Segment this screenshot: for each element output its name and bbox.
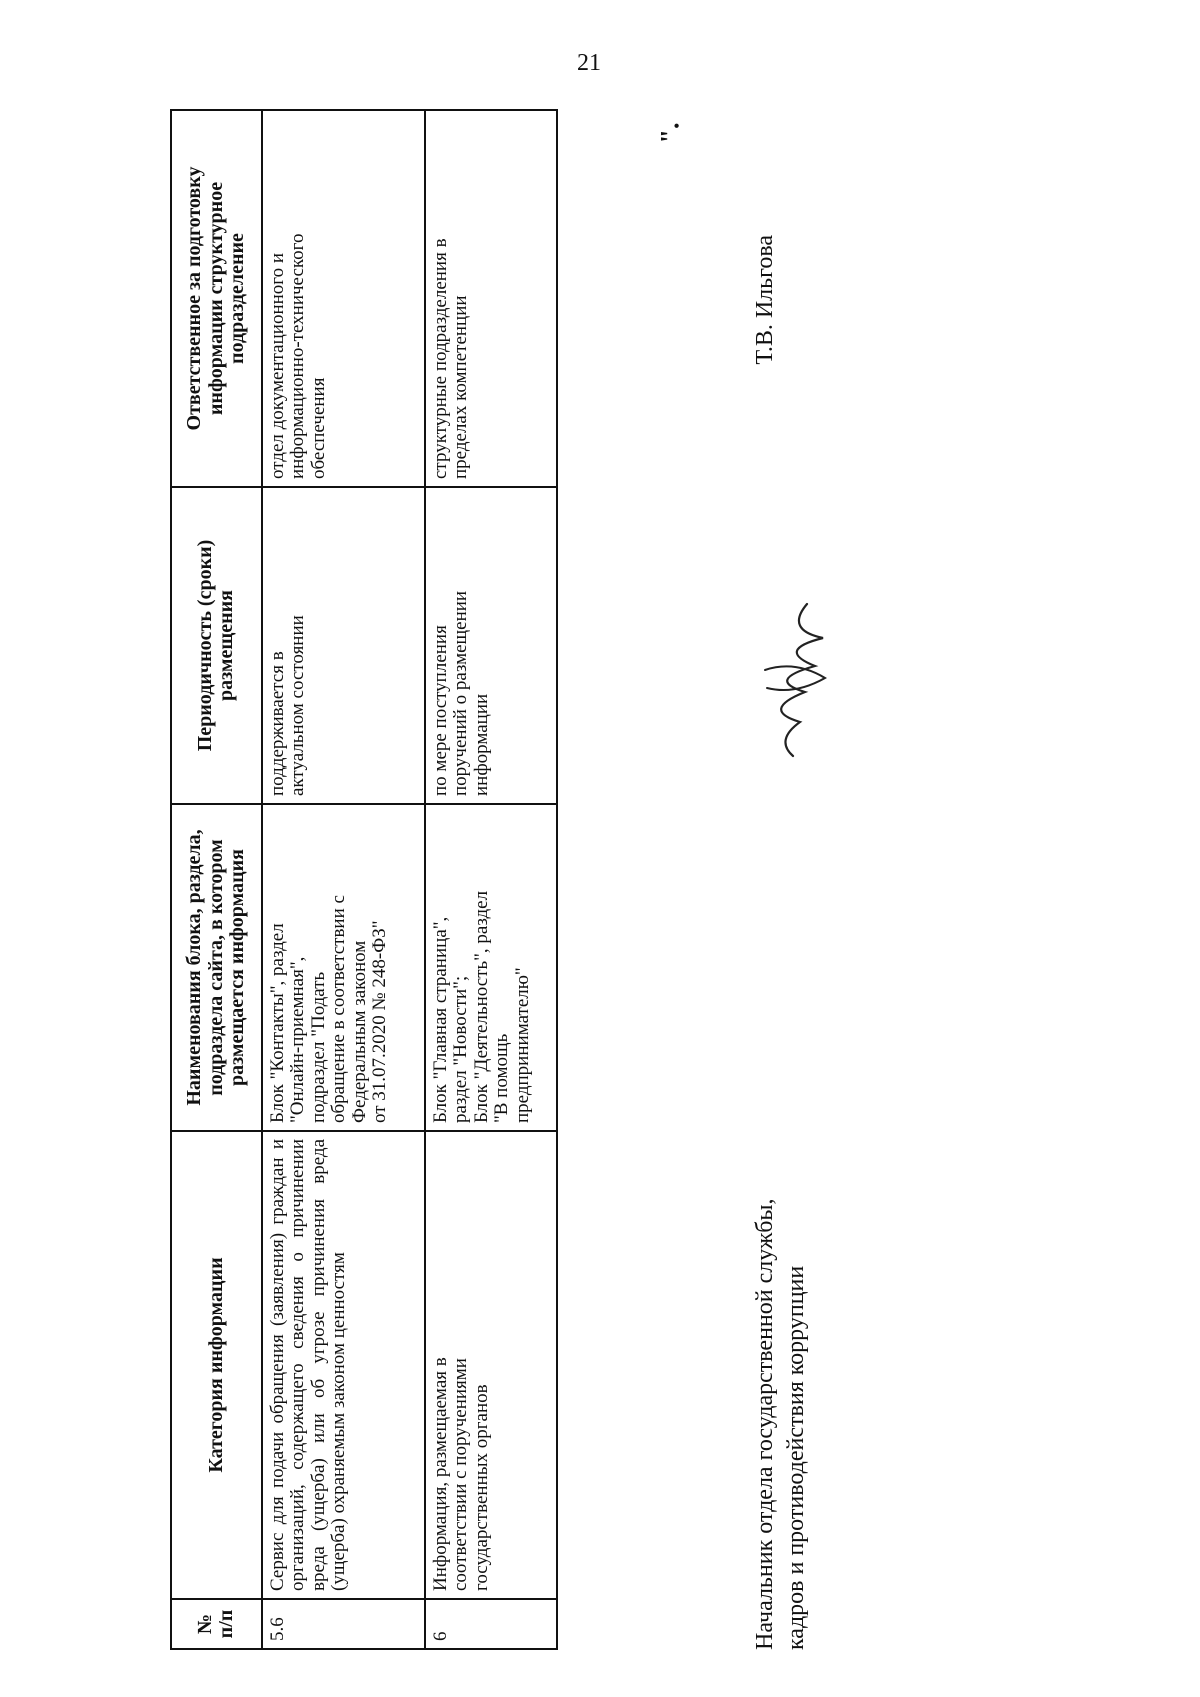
row-section: Блок "Главная страница", раздел "Новости"; Блок "Деятельность", раздел "В помощь предпринимателю" <box>425 804 557 1131</box>
signer-position: Начальник отдела государственной службы, кадров и противодействия коррупции <box>752 1198 810 1650</box>
footer-wrapper <box>750 110 890 1650</box>
table-row <box>425 110 557 1649</box>
row-section: Блок "Контакты", раздел "Онлайн-приемная", подраздел "Подать обращение в соответствии с Федеральным законом от 31.07.2020 № 248-ФЗ" <box>262 804 425 1131</box>
row-responsible: отдел документационного и информационно-технического обеспечения <box>262 110 425 487</box>
header-category: Категория информации <box>171 1131 262 1599</box>
row-category: Информация, размещаемая в соответствии с поручениями государственных органов <box>425 1131 557 1599</box>
row-category: Сервис для подачи обращения (заявления) граждан и организаций, содержащего сведения о причинении вреда (ущерба) или об угрозе причинения вреда (ущерба) охраняемым законом ценностям <box>262 1131 425 1599</box>
row-number: 5.6 <box>262 1599 425 1649</box>
rotated-table-container <box>170 110 690 1650</box>
closing-quote-mark: ". <box>655 122 685 144</box>
page-number: 21 <box>577 50 601 76</box>
row-responsible: структурные подразделения в пределах компетенции <box>425 110 557 487</box>
table-row <box>262 110 425 1649</box>
signer-name: Т.В. Ильгова <box>752 235 778 365</box>
header-period: Периодичность (сроки) размещения <box>171 487 262 804</box>
row-number: 6 <box>425 1599 557 1649</box>
row-period: поддерживается в актуальном состоянии <box>262 487 425 804</box>
header-number: № п/п <box>171 1599 262 1649</box>
information-table <box>170 109 558 1650</box>
row-period: по мере поступления поручений о размещении информации <box>425 487 557 804</box>
table-header-row <box>171 110 262 1649</box>
handwritten-signature <box>745 600 835 760</box>
footer-rotated <box>750 110 890 1650</box>
header-section: Наименования блока, раздела, подраздела сайта, в котором размещается информация <box>171 804 262 1131</box>
header-responsible: Ответственное за подготовку информации структурное подразделение <box>171 110 262 487</box>
rotated-table-wrapper <box>170 110 690 1650</box>
